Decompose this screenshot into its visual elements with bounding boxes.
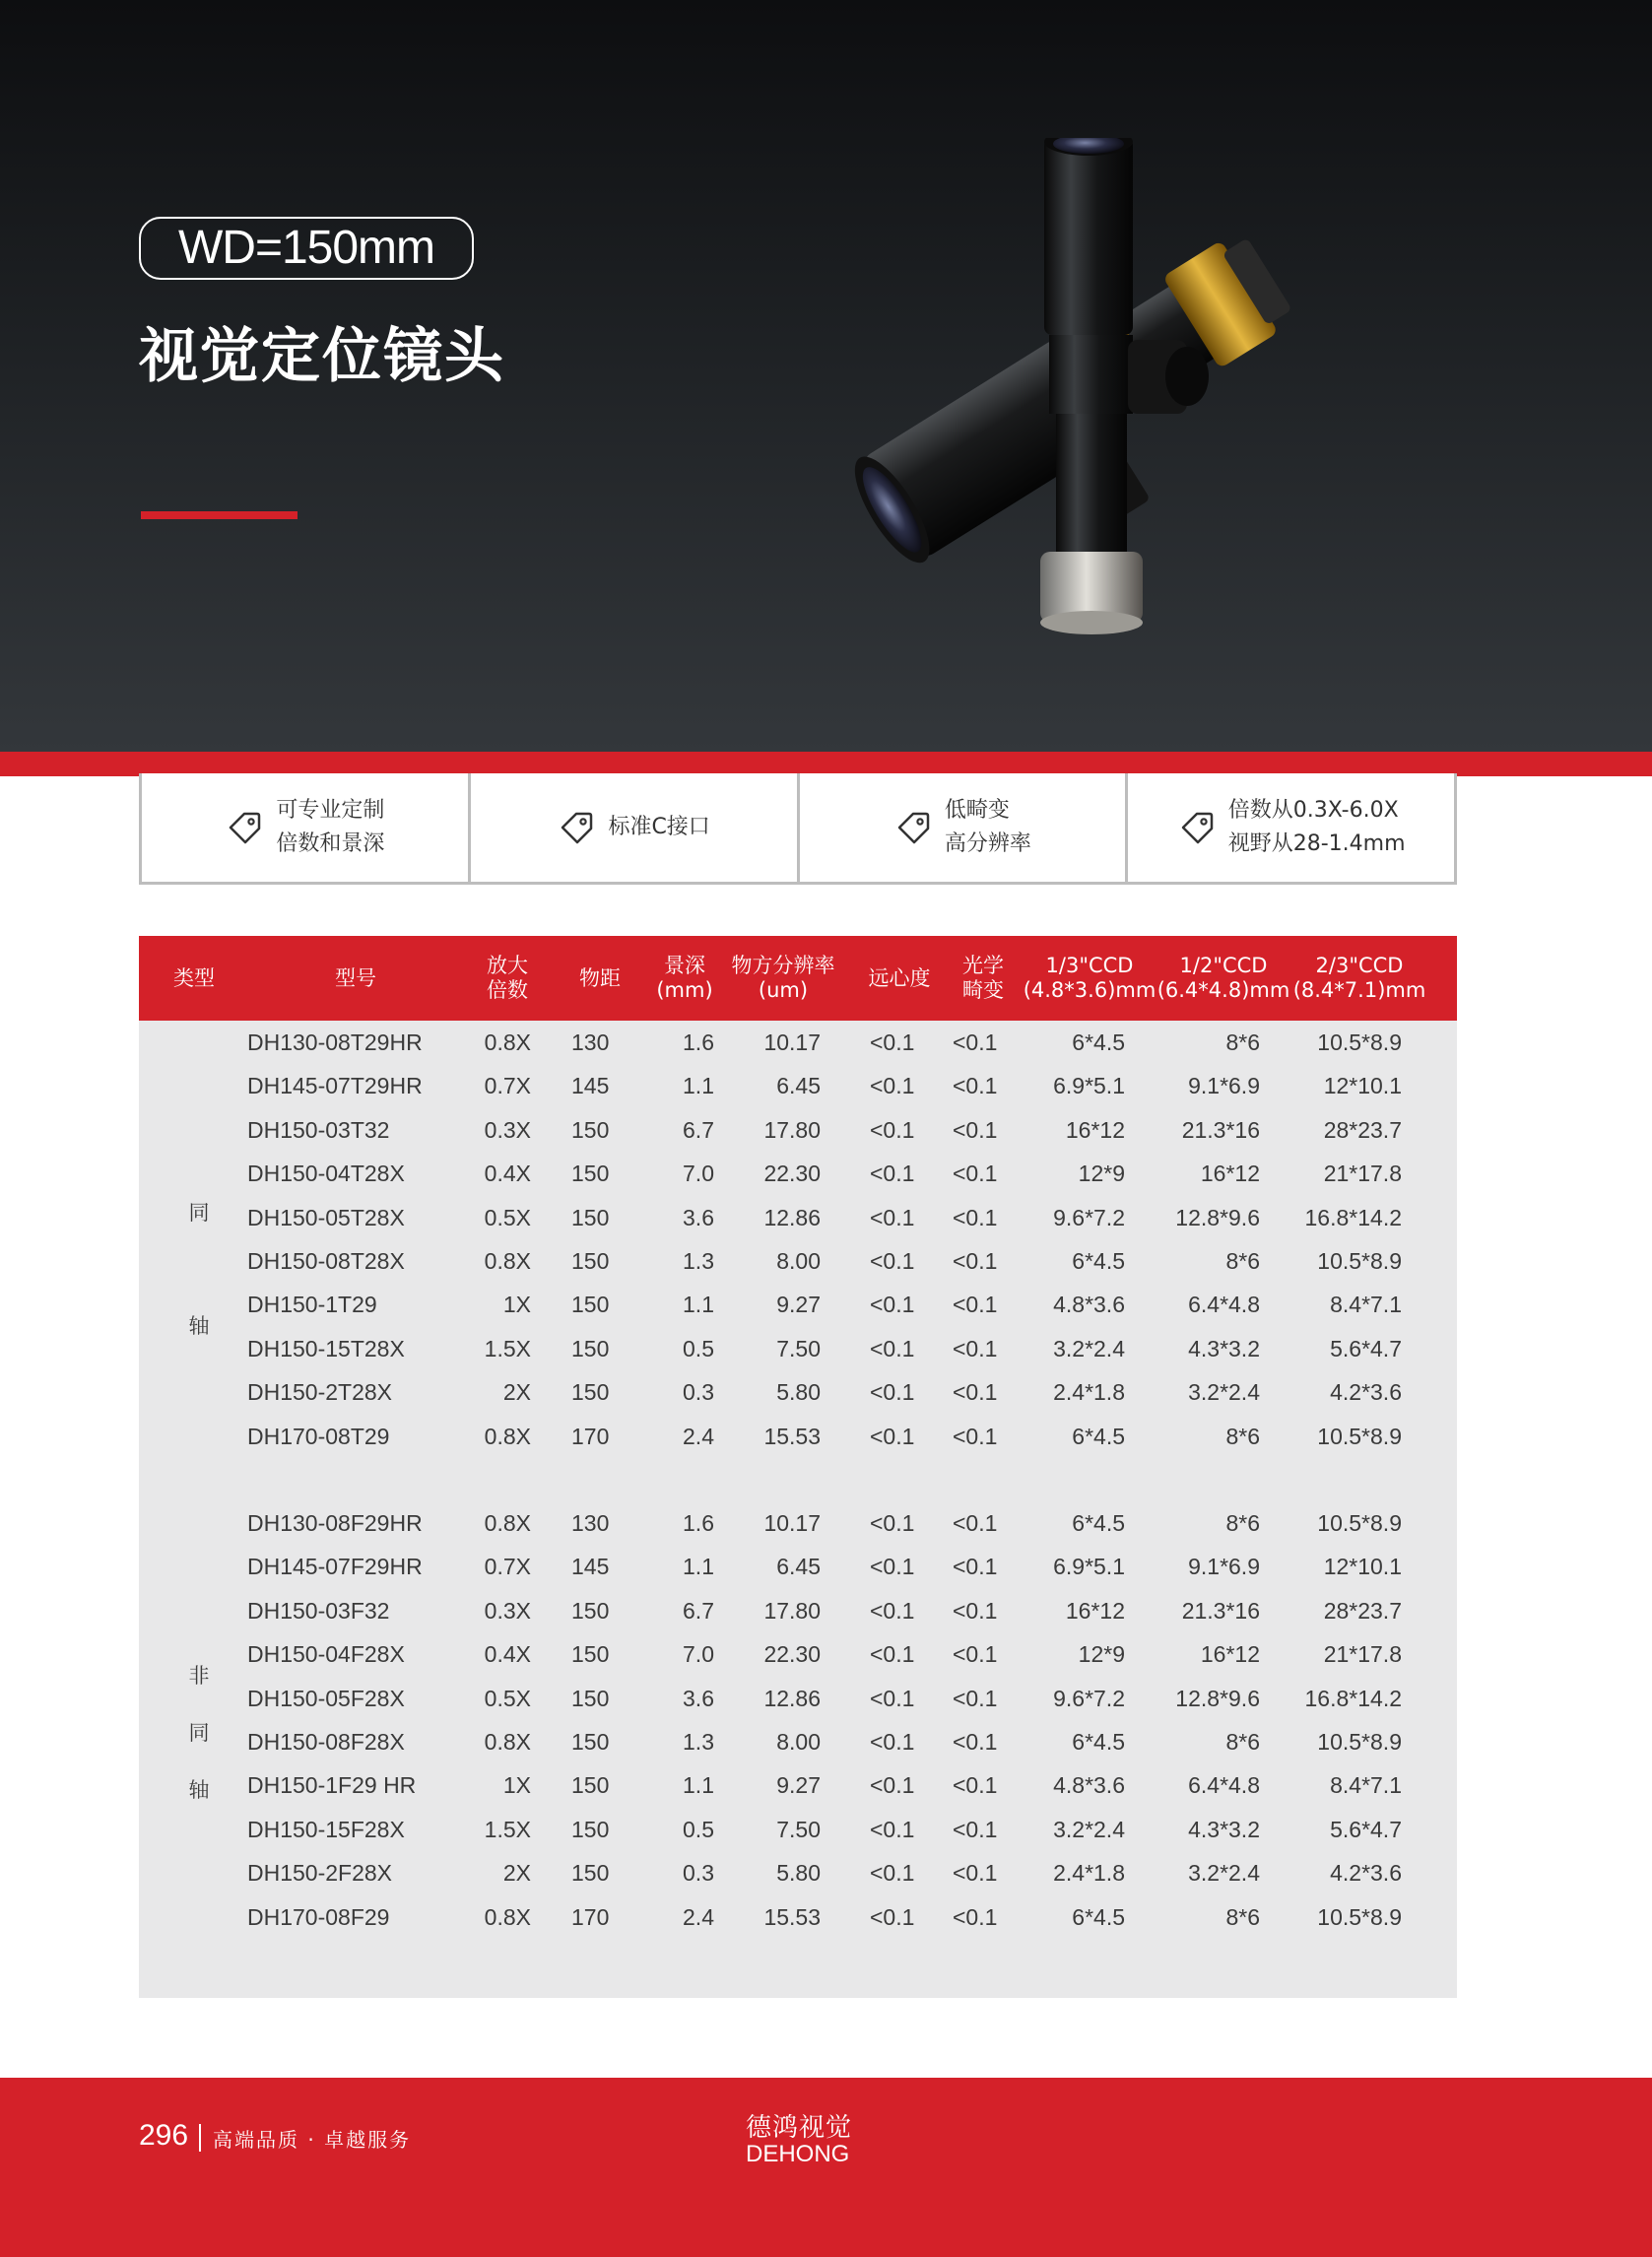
table-cell: 130 [571, 1029, 610, 1055]
table-cell: <0.1 [870, 1073, 915, 1099]
table-cell: 12*10.1 [1323, 1073, 1402, 1099]
table-cell: 2.4 [683, 1903, 714, 1930]
column-header [1290, 936, 1428, 1021]
column-header-line: 倍数 [487, 978, 528, 1002]
table-cell: 16.8*14.2 [1304, 1685, 1402, 1711]
table-cell: <0.1 [870, 1597, 915, 1624]
table-cell: 0.8X [484, 1903, 531, 1930]
table-cell: 16*12 [1200, 1641, 1260, 1668]
model-cell: DH150-08F28X [247, 1729, 405, 1755]
table-cell: 8*6 [1225, 1510, 1260, 1536]
table-cell: 150 [571, 1335, 610, 1361]
model-cell: DH150-15F28X [247, 1816, 405, 1842]
table-cell: 22.30 [763, 1161, 821, 1187]
table-cell: 6*4.5 [1072, 1510, 1125, 1536]
table-cell: 10.17 [763, 1510, 821, 1536]
column-header-line: 光学 [962, 954, 1004, 977]
table-cell: 150 [571, 1860, 610, 1887]
table-cell: 16*12 [1065, 1597, 1125, 1624]
model-cell: DH150-1T29 [247, 1292, 377, 1318]
table-cell: 6*4.5 [1072, 1248, 1125, 1274]
table-cell: 16*12 [1065, 1116, 1125, 1143]
table-cell: 12*10.1 [1323, 1554, 1402, 1580]
table-row [139, 1677, 1457, 1720]
table-cell: 2X [502, 1860, 531, 1887]
table-cell: 21*17.8 [1323, 1641, 1402, 1668]
table-cell: 0.3X [484, 1116, 531, 1143]
table-cell: 12.86 [763, 1204, 821, 1230]
column-header-line: (6.4*4.8)mm [1156, 978, 1290, 1002]
type-label-char: 轴 [188, 1314, 210, 1338]
column-header [1021, 936, 1158, 1021]
table-cell: 7.0 [683, 1641, 714, 1668]
table-cell: <0.1 [953, 1729, 998, 1755]
table-cell: <0.1 [870, 1729, 915, 1755]
table-cell: 8.00 [776, 1248, 821, 1274]
table-cell: <0.1 [953, 1379, 998, 1406]
feature-item [1128, 773, 1454, 882]
table-row [139, 1808, 1457, 1851]
table-cell: <0.1 [953, 1335, 998, 1361]
table-cell: 1.1 [683, 1292, 714, 1318]
table-cell: 150 [571, 1116, 610, 1143]
feature-line: 可专业定制 [276, 798, 385, 823]
spec-table [139, 936, 1457, 1998]
table-cell: <0.1 [870, 1641, 915, 1668]
table-cell: <0.1 [953, 1248, 998, 1274]
page-title: 视觉定位镜头 [139, 322, 505, 391]
table-cell: 4.2*3.6 [1330, 1860, 1402, 1887]
column-header-line: 放大 [487, 954, 528, 977]
table-cell: <0.1 [870, 1248, 915, 1274]
table-cell: 3.2*2.4 [1188, 1379, 1260, 1406]
table-cell: 9.1*6.9 [1188, 1073, 1260, 1099]
table-cell: 6.45 [776, 1554, 821, 1580]
table-cell: 150 [571, 1161, 610, 1187]
table-cell: <0.1 [953, 1204, 998, 1230]
table-cell: <0.1 [870, 1116, 915, 1143]
table-cell: 150 [571, 1248, 610, 1274]
column-header-line: 型号 [335, 965, 376, 990]
table-row [139, 1370, 1457, 1414]
table-cell: 4.3*3.2 [1188, 1816, 1260, 1842]
model-cell: DH150-2F28X [247, 1860, 393, 1887]
table-cell: 8.4*7.1 [1330, 1292, 1402, 1318]
table-cell: <0.1 [870, 1772, 915, 1799]
table-cell: <0.1 [953, 1597, 998, 1624]
model-cell: DH150-05F28X [247, 1685, 405, 1711]
table-row [139, 1720, 1457, 1763]
column-header-line: (um) [758, 978, 809, 1002]
table-cell: 0.3X [484, 1597, 531, 1624]
table-cell: 4.3*3.2 [1188, 1335, 1260, 1361]
table-cell: <0.1 [953, 1685, 998, 1711]
table-cell: <0.1 [870, 1161, 915, 1187]
table-cell: 21.3*16 [1181, 1597, 1260, 1624]
column-header [954, 936, 1013, 1021]
table-cell: 4.8*3.6 [1053, 1772, 1125, 1799]
column-header [1155, 936, 1292, 1021]
table-cell: <0.1 [870, 1554, 915, 1580]
table-cell: 9.6*7.2 [1053, 1685, 1125, 1711]
table-cell: 0.4X [484, 1641, 531, 1668]
table-cell: 1.1 [683, 1073, 714, 1099]
feature-line: 标准C接口 [608, 815, 710, 839]
table-cell: 3.6 [683, 1204, 714, 1230]
working-distance-badge: WD=150mm [139, 217, 474, 280]
type-label-char: 同 [188, 1201, 210, 1225]
type-label-char: 同 [188, 1721, 210, 1745]
model-cell: DH130-08T29HR [247, 1029, 423, 1055]
table-cell: 2.4 [683, 1423, 714, 1449]
table-cell: 1.1 [683, 1772, 714, 1799]
table-cell: 10.17 [763, 1029, 821, 1055]
model-cell: DH150-08T28X [247, 1248, 405, 1274]
model-cell: DH170-08T29 [247, 1423, 390, 1449]
table-cell: 5.80 [776, 1379, 821, 1406]
model-cell: DH145-07F29HR [247, 1554, 423, 1580]
table-row [139, 1415, 1457, 1458]
table-cell: 6*4.5 [1072, 1029, 1125, 1055]
column-header-line: 1/2"CCD [1179, 954, 1268, 977]
table-cell: 22.30 [763, 1641, 821, 1668]
column-header [719, 936, 847, 1021]
table-cell: 0.7X [484, 1554, 531, 1580]
table-cell: 12*9 [1078, 1161, 1125, 1187]
table-cell: 130 [571, 1510, 610, 1536]
lens-product-image [808, 138, 1497, 690]
table-row [139, 1108, 1457, 1152]
table-cell: 8.00 [776, 1729, 821, 1755]
table-cell: 3.2*2.4 [1053, 1816, 1125, 1842]
table-cell: 3.2*2.4 [1053, 1335, 1125, 1361]
table-cell: 0.7X [484, 1073, 531, 1099]
table-cell: <0.1 [870, 1029, 915, 1055]
table-cell: 150 [571, 1292, 610, 1318]
table-cell: 0.5 [683, 1335, 714, 1361]
table-cell: <0.1 [870, 1423, 915, 1449]
table-cell: 12.86 [763, 1685, 821, 1711]
table-cell: 9.6*7.2 [1053, 1204, 1125, 1230]
table-cell: 150 [571, 1641, 610, 1668]
table-cell: 12.8*9.6 [1175, 1204, 1260, 1230]
table-cell: <0.1 [953, 1772, 998, 1799]
table-cell: 6.9*5.1 [1053, 1073, 1125, 1099]
table-cell: <0.1 [870, 1204, 915, 1230]
table-cell: 6*4.5 [1072, 1729, 1125, 1755]
table-cell: 6.4*4.8 [1188, 1772, 1260, 1799]
table-cell: <0.1 [953, 1510, 998, 1536]
table-cell: <0.1 [953, 1161, 998, 1187]
table-cell: 10.5*8.9 [1317, 1423, 1402, 1449]
table-cell: <0.1 [870, 1292, 915, 1318]
table-cell: <0.1 [953, 1073, 998, 1099]
column-header-line: 远心度 [868, 965, 931, 990]
table-cell: 150 [571, 1204, 610, 1230]
feature-line: 高分辨率 [944, 831, 1031, 856]
feature-line: 视野从28-1.4mm [1227, 831, 1406, 856]
column-header-line: 1/3"CCD [1045, 954, 1134, 977]
table-cell: 2X [502, 1379, 531, 1406]
table-cell: 5.6*4.7 [1330, 1335, 1402, 1361]
table-header [139, 936, 1457, 1021]
model-cell: DH150-04F28X [247, 1641, 405, 1668]
column-header-line: (8.4*7.1)mm [1292, 978, 1426, 1002]
table-cell: 28*23.7 [1323, 1116, 1402, 1143]
page-footer [0, 2078, 1652, 2257]
table-cell: 12.8*9.6 [1175, 1685, 1260, 1711]
model-cell: DH170-08F29 [247, 1903, 390, 1930]
table-cell: 0.5X [484, 1685, 531, 1711]
brand-name-en: DEHONG [746, 2141, 850, 2167]
model-cell: DH150-2T28X [247, 1379, 393, 1406]
table-row [139, 1239, 1457, 1283]
table-cell: 12*9 [1078, 1641, 1125, 1668]
column-header-line: (mm) [656, 978, 713, 1002]
table-row [139, 1763, 1457, 1807]
table-cell: 10.5*8.9 [1317, 1510, 1402, 1536]
column-header [860, 936, 939, 1021]
column-header [645, 936, 724, 1021]
table-cell: 4.2*3.6 [1330, 1379, 1402, 1406]
column-header-line: (4.8*3.6)mm [1023, 978, 1156, 1002]
table-cell: 16*12 [1200, 1161, 1260, 1187]
table-cell: 2.4*1.8 [1053, 1860, 1125, 1887]
table-cell: <0.1 [870, 1903, 915, 1930]
table-row [139, 1196, 1457, 1239]
table-cell: 8*6 [1225, 1729, 1260, 1755]
column-header-line: 景深 [664, 954, 705, 977]
type-label-char: 非 [188, 1664, 210, 1688]
page-number: 296 [139, 2119, 189, 2152]
column-header-line: 类型 [173, 965, 215, 990]
table-cell: 150 [571, 1772, 610, 1799]
table-cell: 170 [571, 1903, 610, 1930]
table-cell: <0.1 [953, 1029, 998, 1055]
table-row [139, 1545, 1457, 1588]
tag-icon [557, 808, 596, 847]
table-cell: 1.6 [683, 1510, 714, 1536]
table-cell: 7.50 [776, 1816, 821, 1842]
column-header [565, 936, 634, 1021]
table-cell: <0.1 [870, 1510, 915, 1536]
table-cell: 6.7 [683, 1116, 714, 1143]
table-cell: 150 [571, 1597, 610, 1624]
table-cell: <0.1 [953, 1423, 998, 1449]
table-row [139, 1152, 1457, 1195]
type-label-char: 轴 [188, 1778, 210, 1802]
table-cell: 6.4*4.8 [1188, 1292, 1260, 1318]
table-cell: <0.1 [953, 1816, 998, 1842]
table-cell: 150 [571, 1816, 610, 1842]
table-cell: 9.27 [776, 1772, 821, 1799]
table-cell: 6*4.5 [1072, 1423, 1125, 1449]
table-cell: 1.1 [683, 1554, 714, 1580]
table-cell: 21*17.8 [1323, 1161, 1402, 1187]
table-cell: <0.1 [953, 1903, 998, 1930]
model-cell: DH130-08F29HR [247, 1510, 423, 1536]
feature-item [471, 773, 800, 882]
table-cell: 1X [502, 1292, 531, 1318]
table-cell: 17.80 [763, 1116, 821, 1143]
table-cell: 3.2*2.4 [1188, 1860, 1260, 1887]
table-cell: 5.80 [776, 1860, 821, 1887]
table-cell: 0.4X [484, 1161, 531, 1187]
table-cell: <0.1 [953, 1554, 998, 1580]
column-header-line: 畸变 [962, 978, 1004, 1002]
table-cell: 1.3 [683, 1729, 714, 1755]
table-cell: 7.0 [683, 1161, 714, 1187]
column-header [277, 936, 434, 1021]
table-cell: 0.8X [484, 1423, 531, 1449]
model-cell: DH150-1F29 HR [247, 1772, 417, 1799]
table-row [139, 1632, 1457, 1676]
model-cell: DH150-03F32 [247, 1597, 390, 1624]
table-cell: 8*6 [1225, 1248, 1260, 1274]
table-row [139, 1851, 1457, 1894]
table-cell: 4.8*3.6 [1053, 1292, 1125, 1318]
column-header-line: 2/3"CCD [1315, 954, 1404, 977]
table-cell: <0.1 [870, 1335, 915, 1361]
brand-name-cn: 德鸿视觉 [746, 2113, 853, 2143]
table-cell: 17.80 [763, 1597, 821, 1624]
table-cell: 0.8X [484, 1510, 531, 1536]
tag-icon [1177, 808, 1217, 847]
table-cell: 16.8*14.2 [1304, 1204, 1402, 1230]
table-cell: 15.53 [763, 1423, 821, 1449]
feature-strip [139, 773, 1457, 885]
table-row [139, 1895, 1457, 1939]
table-row [139, 1501, 1457, 1545]
table-cell: 0.8X [484, 1029, 531, 1055]
model-cell: DH150-05T28X [247, 1204, 405, 1230]
table-cell: 1.3 [683, 1248, 714, 1274]
table-row [139, 1589, 1457, 1632]
table-cell: 0.8X [484, 1248, 531, 1274]
column-header-line: 物距 [579, 965, 621, 990]
table-cell: 8.4*7.1 [1330, 1772, 1402, 1799]
table-cell: <0.1 [870, 1379, 915, 1406]
table-cell: 28*23.7 [1323, 1597, 1402, 1624]
table-cell: 1.5X [484, 1335, 531, 1361]
table-cell: 170 [571, 1423, 610, 1449]
table-cell: 150 [571, 1379, 610, 1406]
tag-icon [893, 808, 933, 847]
table-cell: 1.6 [683, 1029, 714, 1055]
model-cell: DH150-03T32 [247, 1116, 390, 1143]
table-cell: 0.5 [683, 1816, 714, 1842]
table-cell: 1X [502, 1772, 531, 1799]
table-cell: 0.5X [484, 1204, 531, 1230]
tag-icon [225, 808, 264, 847]
table-cell: 8*6 [1225, 1423, 1260, 1449]
table-cell: <0.1 [953, 1292, 998, 1318]
table-row [139, 1064, 1457, 1107]
table-cell: 2.4*1.8 [1053, 1379, 1125, 1406]
table-cell: 0.3 [683, 1860, 714, 1887]
table-cell: 7.50 [776, 1335, 821, 1361]
table-cell: 6.45 [776, 1073, 821, 1099]
table-cell: 0.3 [683, 1379, 714, 1406]
table-cell: 5.6*4.7 [1330, 1816, 1402, 1842]
feature-line: 低畸变 [944, 798, 1010, 823]
feature-line: 倍数从0.3X-6.0X [1227, 798, 1399, 823]
table-cell: 10.5*8.9 [1317, 1729, 1402, 1755]
title-accent-bar [141, 511, 297, 519]
table-cell: 9.1*6.9 [1188, 1554, 1260, 1580]
table-cell: <0.1 [870, 1685, 915, 1711]
feature-item [800, 773, 1129, 882]
table-cell: 150 [571, 1729, 610, 1755]
table-cell: <0.1 [953, 1116, 998, 1143]
table-cell: 8*6 [1225, 1903, 1260, 1930]
table-row [139, 1021, 1457, 1064]
table-cell: 145 [571, 1554, 610, 1580]
feature-item [142, 773, 471, 882]
table-cell: 1.5X [484, 1816, 531, 1842]
table-cell: 10.5*8.9 [1317, 1903, 1402, 1930]
table-cell: 145 [571, 1073, 610, 1099]
table-cell: 8*6 [1225, 1029, 1260, 1055]
table-cell: 9.27 [776, 1292, 821, 1318]
table-cell: <0.1 [953, 1860, 998, 1887]
table-cell: 10.5*8.9 [1317, 1029, 1402, 1055]
table-cell: 10.5*8.9 [1317, 1248, 1402, 1274]
table-cell: <0.1 [953, 1641, 998, 1668]
column-header [155, 936, 233, 1021]
column-header [473, 936, 542, 1021]
model-cell: DH150-04T28X [247, 1161, 405, 1187]
table-cell: 6.9*5.1 [1053, 1554, 1125, 1580]
table-row [139, 1327, 1457, 1370]
column-header-line: 物方分辨率 [731, 954, 835, 977]
footer-divider [199, 2124, 201, 2152]
footer-slogan: 高端品质 · 卓越服务 [213, 2128, 412, 2152]
table-cell: 6*4.5 [1072, 1903, 1125, 1930]
model-cell: DH145-07T29HR [247, 1073, 423, 1099]
model-cell: DH150-15T28X [247, 1335, 405, 1361]
hero-banner [0, 0, 1652, 752]
table-row [139, 1283, 1457, 1326]
table-cell: <0.1 [870, 1860, 915, 1887]
table-cell: 15.53 [763, 1903, 821, 1930]
table-cell: 6.7 [683, 1597, 714, 1624]
feature-line: 倍数和景深 [276, 831, 385, 856]
table-cell: 0.8X [484, 1729, 531, 1755]
table-cell: 3.6 [683, 1685, 714, 1711]
table-cell: 150 [571, 1685, 610, 1711]
table-cell: <0.1 [870, 1816, 915, 1842]
table-cell: 21.3*16 [1181, 1116, 1260, 1143]
